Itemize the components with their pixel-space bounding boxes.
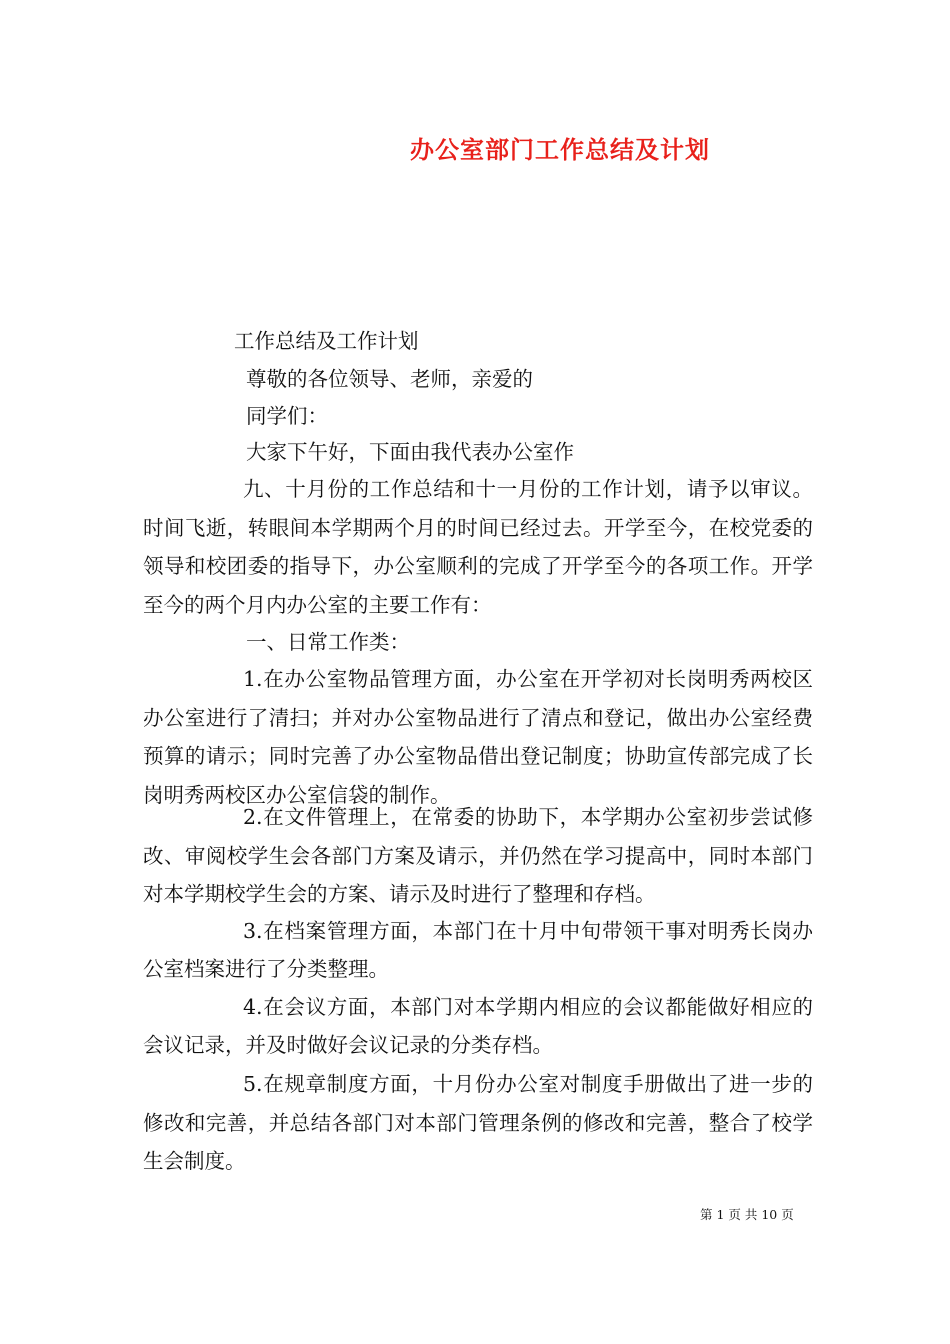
list-item-4: 4.在会议方面，本部门对本学期内相应的会议都能做好相应的会议记录，并及时做好会议记录的分类存档。: [143, 995, 813, 1057]
subtitle: 工作总结及工作计划: [234, 329, 419, 353]
page-number: 第 1 页 共 10 页: [700, 1207, 794, 1222]
list-item-2: 2.在文件管理上，在常委的协助下，本学期办公室初步尝试修改、审阅校学生会各部门方案及请示，并仍然在学习提高中，同时本部门对本学期校学生会的方案、请示及时进行了整理和存档。: [143, 805, 813, 906]
list-item-3: 3.在档案管理方面，本部门在十月中旬带领干事对明秀长岗办公室档案进行了分类整理。: [143, 919, 813, 981]
greeting: 大家下午好，下面由我代表办公室作: [246, 440, 574, 464]
list-item-5: 5.在规章制度方面，十月份办公室对制度手册做出了进一步的修改和完善，并总结各部门对本部门管理条例的修改和完善，整合了校学生会制度。: [143, 1072, 813, 1173]
salutation-line-2: 同学们：: [246, 404, 328, 428]
salutation-line-1: 尊敬的各位领导、老师，亲爱的: [246, 367, 533, 391]
document-title: 办公室部门工作总结及计划: [410, 135, 710, 164]
section-heading: 一、日常工作类：: [246, 630, 410, 654]
intro-paragraph: 九、十月份的工作总结和十一月份的工作计划，请予以审议。时间飞逝，转眼间本学期两个月的时间已经过去。开学至今，在校党委的领导和校团委的指导下，办公室顺利的完成了开学至今的各项工作。开学至今的两个月内办公室的主要工作有：: [143, 477, 813, 617]
list-item-1: 1.在办公室物品管理方面，办公室在开学初对长岗明秀两校区办公室进行了清扫；并对办公室物品进行了清点和登记，做出办公室经费预算的请示；同时完善了办公室物品借出登记制度；协助宣传部完成了长岗明秀两校区办公室信袋的制作。: [143, 667, 813, 807]
